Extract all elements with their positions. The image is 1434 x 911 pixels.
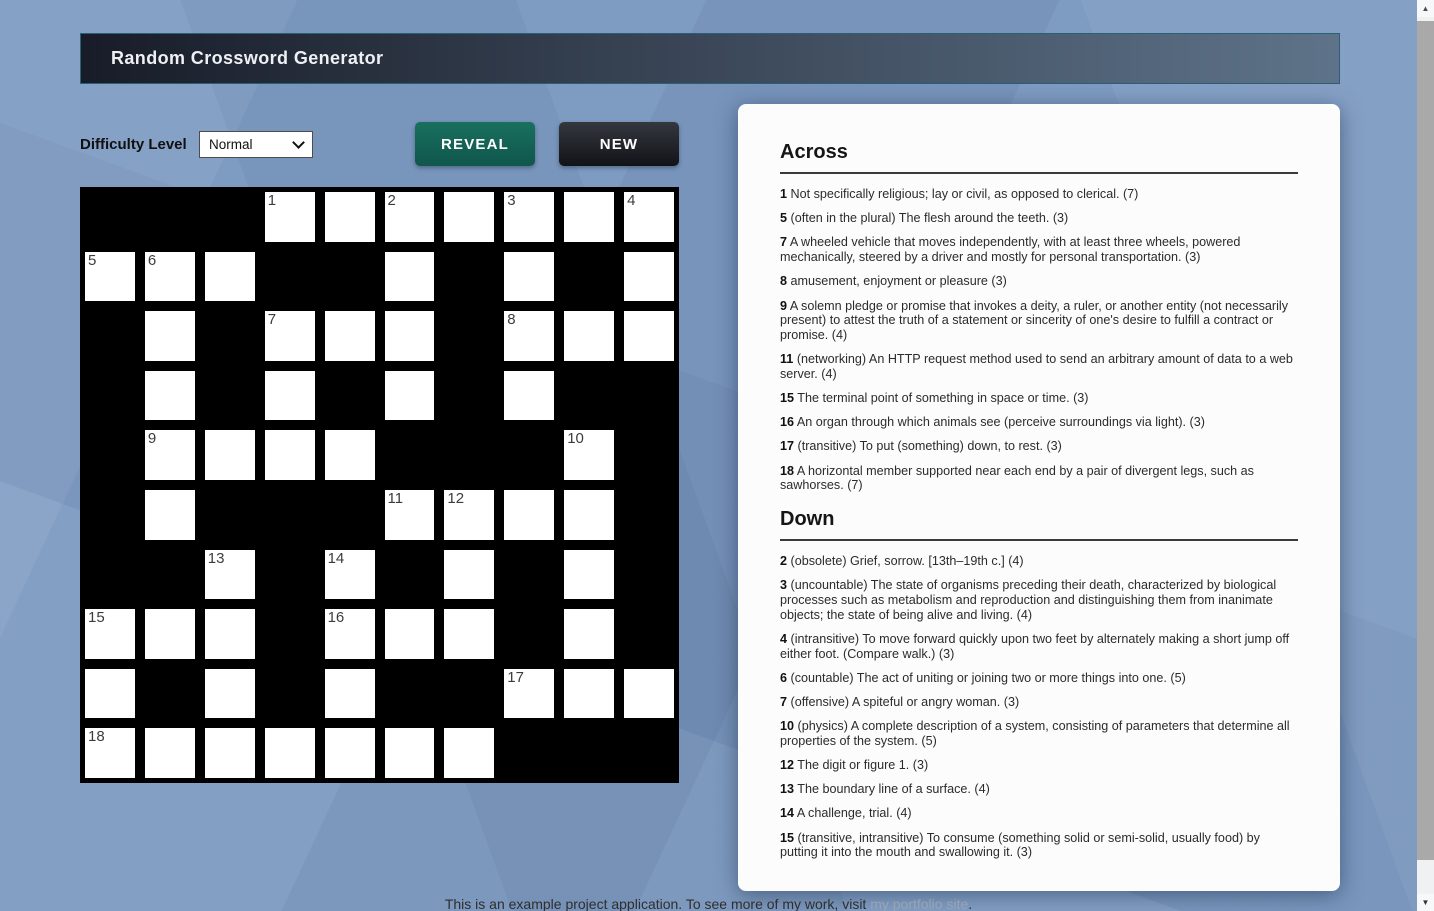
grid-cell-black <box>559 247 619 307</box>
grid-cell-black <box>200 187 260 247</box>
grid-cell[interactable] <box>200 247 260 307</box>
grid-cell-black <box>200 366 260 426</box>
grid-cell[interactable] <box>320 723 380 783</box>
grid-cell-black <box>320 247 380 307</box>
grid-cell-black <box>80 485 140 545</box>
grid-cell-black <box>619 723 679 783</box>
grid-cell[interactable] <box>200 723 260 783</box>
grid-cell[interactable] <box>320 187 380 247</box>
clues-panel <box>738 104 1340 891</box>
grid-cell-black <box>439 306 499 366</box>
grid-cell[interactable] <box>320 306 380 366</box>
grid-cell[interactable] <box>260 366 320 426</box>
grid-cell[interactable] <box>200 664 260 724</box>
grid-cell[interactable] <box>80 723 140 783</box>
chevron-down-icon <box>292 136 305 149</box>
across-divider <box>780 172 1298 174</box>
grid-cell[interactable] <box>499 664 559 724</box>
grid-cell[interactable] <box>200 425 260 485</box>
clue-down-12: 12 The digit or figure 1. (3) <box>780 758 929 773</box>
grid-cell-black <box>439 664 499 724</box>
footer-text: This is an example project application. To see more of my work, visit <box>444 896 871 911</box>
grid-cell[interactable] <box>559 545 619 605</box>
grid-cell-black <box>559 723 619 783</box>
cell-number: 10 <box>567 430 584 448</box>
grid-cell[interactable] <box>140 723 200 783</box>
grid-cell[interactable] <box>559 664 619 724</box>
grid-cell[interactable] <box>140 366 200 426</box>
grid-cell[interactable] <box>499 187 559 247</box>
grid-cell-black <box>260 545 320 605</box>
clue-across-7: 7 A wheeled vehicle that moves independently, with at least three wheels, powered mechanically, steered by a driver and mostly for personal transportation. (3) <box>780 235 1241 265</box>
grid-cell[interactable] <box>619 187 679 247</box>
cell-number: 4 <box>627 192 636 209</box>
grid-cell-black <box>140 664 200 724</box>
grid-cell-black <box>619 604 679 664</box>
difficulty-selected-value: Normal <box>209 137 253 152</box>
grid-cell-black <box>439 425 499 485</box>
reveal-button[interactable]: REVEAL <box>415 122 535 166</box>
grid-cell-black <box>200 306 260 366</box>
down-divider <box>780 539 1298 541</box>
clue-across-15: 15 The terminal point of something in space or time. (3) <box>780 391 1089 406</box>
down-heading: Down <box>780 508 835 531</box>
scrollbar-thumb[interactable] <box>1417 21 1434 860</box>
cell-number: 6 <box>147 251 157 269</box>
grid-cell[interactable] <box>200 604 260 664</box>
clue-down-15: 15 (transitive, intransitive) To consume (something solid or semi-solid, usually food) by putting it into the mouth and swallowing it. (3) <box>780 830 1260 860</box>
grid-cell[interactable] <box>200 545 260 605</box>
grid-cell[interactable] <box>559 604 619 664</box>
footer-suffix: . <box>968 896 973 911</box>
grid-cell-black <box>380 664 440 724</box>
cell-number: 3 <box>507 192 516 209</box>
grid-cell-black <box>380 425 440 485</box>
clue-down-4: 4 (intransitive) To move forward quickly upon two feet by alternately making a short jump off either foot. (Compare walk.) (3) <box>780 631 1290 661</box>
grid-cell[interactable] <box>380 247 440 307</box>
clue-down-13: 13 The boundary line of a surface. (4) <box>780 782 990 797</box>
clue-down-6: 6 (countable) The act of uniting or joining two or more things into one. (5) <box>780 670 1186 685</box>
grid-cell-black <box>80 545 140 605</box>
clue-across-9: 9 A solemn pledge or promise that invokes a deity, a ruler, or another entity (not necessarily present) to attest the truth of a statement or sincerity of one's desire to fulfill a contract or promise. (4) <box>780 298 1288 342</box>
grid-cell-black <box>260 604 320 664</box>
grid-cell[interactable] <box>619 306 679 366</box>
grid-cell[interactable] <box>260 723 320 783</box>
grid-cell[interactable] <box>559 187 619 247</box>
clue-across-5: 5 (often in the plural) The flesh around the teeth. (3) <box>780 211 1069 226</box>
grid-cell-black <box>140 545 200 605</box>
grid-cell[interactable] <box>619 664 679 724</box>
grid-cell-black <box>619 366 679 426</box>
grid-cell-black <box>200 485 260 545</box>
grid-cell-black <box>140 187 200 247</box>
clue-across-8: 8 amusement, enjoyment or pleasure (3) <box>780 274 1007 289</box>
cell-number: 9 <box>147 430 157 448</box>
grid-cell[interactable] <box>439 545 499 605</box>
grid-cell[interactable] <box>380 366 440 426</box>
cell-number: 2 <box>387 192 396 209</box>
grid-cell[interactable] <box>380 604 440 664</box>
grid-cell[interactable] <box>559 485 619 545</box>
grid-cell[interactable] <box>260 425 320 485</box>
grid-cell[interactable] <box>499 366 559 426</box>
grid-cell-black <box>499 425 559 485</box>
clue-across-11: 11 (networking) An HTTP request method used to send an arbitrary amount of data to a web server. (4) <box>780 352 1293 381</box>
grid-cell[interactable] <box>380 485 440 545</box>
grid-cell[interactable] <box>260 306 320 366</box>
grid-cell[interactable] <box>320 425 380 485</box>
grid-cell[interactable] <box>380 306 440 366</box>
grid-cell[interactable] <box>320 604 380 664</box>
grid-cell[interactable] <box>320 545 380 605</box>
grid-cell-black <box>80 187 140 247</box>
grid-cell-black <box>439 247 499 307</box>
app-header <box>80 33 1340 84</box>
grid-cell[interactable] <box>559 306 619 366</box>
grid-cell-black <box>380 545 440 605</box>
cell-number: 11 <box>387 489 404 507</box>
grid-cell[interactable] <box>260 187 320 247</box>
footer-note <box>0 896 1417 911</box>
scrollbar[interactable] <box>1417 0 1434 911</box>
grid-cell[interactable] <box>619 247 679 307</box>
grid-cell[interactable] <box>499 306 559 366</box>
cell-number: 5 <box>88 251 97 269</box>
across-heading: Across <box>780 141 848 163</box>
cell-number: 1 <box>267 192 277 209</box>
grid-cell[interactable] <box>140 306 200 366</box>
grid-cell[interactable] <box>140 604 200 664</box>
cell-number: 12 <box>447 489 465 507</box>
grid-cell[interactable] <box>320 664 380 724</box>
cell-number: 15 <box>88 609 105 627</box>
grid-cell[interactable] <box>499 247 559 307</box>
down-clue-list <box>780 554 1298 860</box>
grid-cell[interactable] <box>140 247 200 307</box>
portfolio-link[interactable]: my portfolio site <box>870 896 969 911</box>
clue-across-17: 17 (transitive) To put (something) down, to rest. (3) <box>780 439 1062 454</box>
grid-cell[interactable] <box>380 187 440 247</box>
grid-cell-black <box>80 425 140 485</box>
grid-cell-black <box>559 366 619 426</box>
grid-cell-black <box>499 604 559 664</box>
grid-cell[interactable] <box>140 485 200 545</box>
grid-cell-black <box>619 425 679 485</box>
grid-cell[interactable] <box>559 425 619 485</box>
page-title: Random Crossword Generator <box>111 48 384 68</box>
across-clue-list <box>780 187 1298 493</box>
cell-number: 14 <box>327 549 345 567</box>
grid-cell-black <box>320 366 380 426</box>
grid-cell-black <box>80 306 140 366</box>
clue-across-18: 18 A horizontal member supported near each end by a pair of divergent legs, such as sawhorses. (7) <box>780 463 1254 493</box>
grid-cell[interactable] <box>380 723 440 783</box>
cell-number: 8 <box>507 311 516 329</box>
clue-down-3: 3 (uncountable) The state of organisms preceding their death, characterized by biological processes such as metabolism and reproduction and distinguishing them from inanimate objects; the state of being alive and living. (4) <box>780 578 1277 622</box>
cell-number: 13 <box>207 549 225 567</box>
grid-cell-black <box>439 366 499 426</box>
clue-down-14: 14 A challenge, trial. (4) <box>780 806 912 821</box>
grid-cell-black <box>320 485 380 545</box>
grid-cell-black <box>499 723 559 783</box>
clue-down-10: 10 (physics) A complete description of a system, consisting of parameters that determine all properties of the system. (5) <box>780 719 1290 748</box>
scroll-down-arrow-icon[interactable]: ▼ <box>1417 894 1434 911</box>
grid-cell[interactable] <box>80 247 140 307</box>
cell-number: 17 <box>507 668 524 686</box>
grid-cell[interactable] <box>439 187 499 247</box>
grid-cell[interactable] <box>80 664 140 724</box>
cell-number: 7 <box>267 311 277 329</box>
grid-cell-black <box>80 366 140 426</box>
crossword-grid <box>80 187 679 783</box>
clue-down-7: 7 (offensive) A spiteful or angry woman. (3) <box>780 694 1020 709</box>
grid-cell-black <box>260 485 320 545</box>
grid-cell-black <box>260 664 320 724</box>
clue-down-2: 2 (obsolete) Grief, sorrow. [13th–19th c.] (4) <box>780 554 1024 569</box>
clue-across-16: 16 An organ through which animals see (perceive surroundings via light). (3) <box>780 415 1205 430</box>
grid-cell[interactable] <box>499 485 559 545</box>
scroll-up-arrow-icon[interactable]: ▲ <box>1417 0 1434 17</box>
grid-cell[interactable] <box>80 604 140 664</box>
new-button[interactable]: NEW <box>559 122 679 166</box>
difficulty-select[interactable] <box>199 131 313 158</box>
cell-number: 16 <box>327 609 345 627</box>
grid-cell[interactable] <box>140 425 200 485</box>
cell-number: 18 <box>88 728 105 746</box>
grid-cell-black <box>619 485 679 545</box>
grid-cell[interactable] <box>439 723 499 783</box>
difficulty-label: Difficulty Level <box>80 136 187 153</box>
grid-cell-black <box>499 545 559 605</box>
grid-cell-black <box>260 247 320 307</box>
clue-across-1: 1 Not specifically religious; lay or civil, as opposed to clerical. (7) <box>780 187 1139 201</box>
grid-cell-black <box>619 545 679 605</box>
grid-cell[interactable] <box>439 604 499 664</box>
grid-cell[interactable] <box>439 485 499 545</box>
